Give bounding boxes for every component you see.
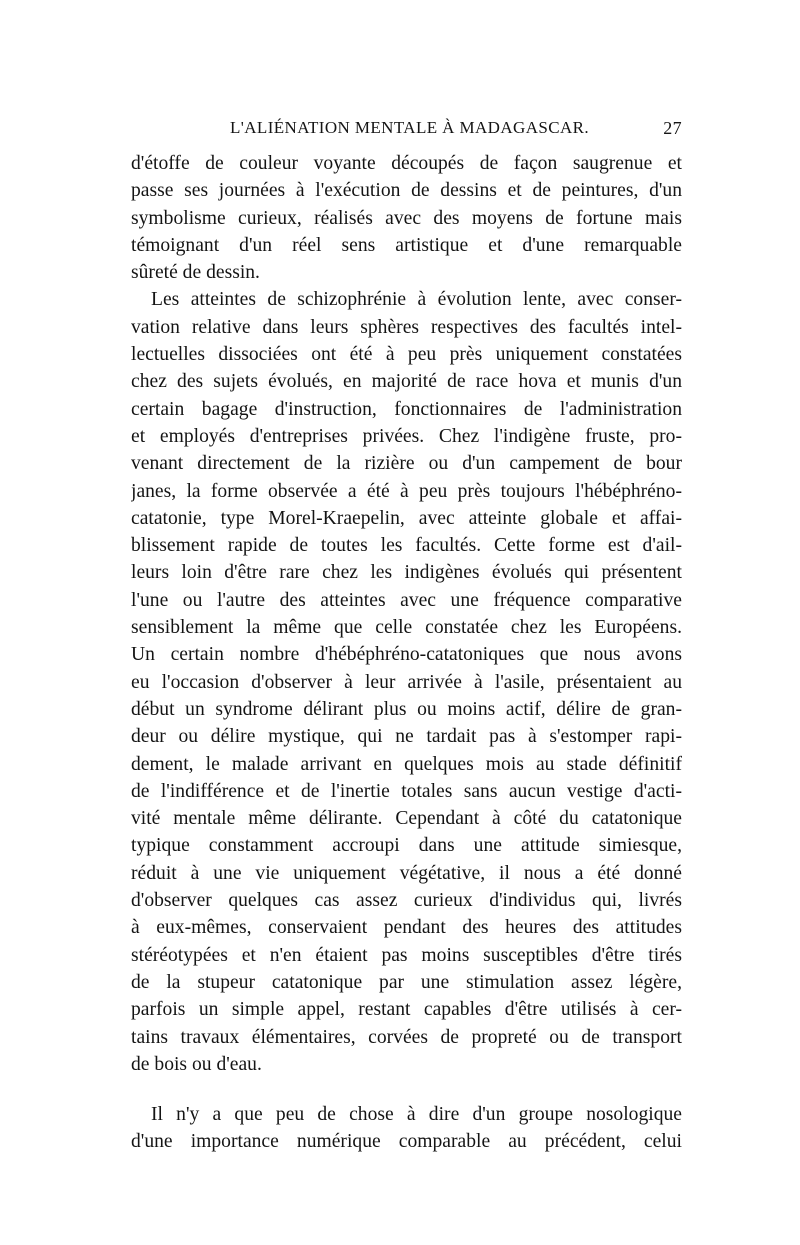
running-title: L'ALIÉNATION MENTALE À MADAGASCAR.	[230, 118, 590, 137]
text-line: vité mentale même délirante. Cependant à côté du catatonique	[131, 808, 682, 830]
text-line: catatonie, type Morel-Kraepelin, avec atteinte globale et affai-	[131, 507, 682, 529]
text-line: typique constamment accroupi dans une attitude simiesque,	[131, 835, 682, 857]
text-line: janes, la forme observée a été à peu près toujours l'hébéphréno-	[131, 480, 682, 502]
text-line: de la stupeur catatonique par une stimulation assez légère,	[131, 971, 682, 993]
text-line: eu l'occasion d'observer à leur arrivée à l'asile, présentaient au	[131, 671, 682, 693]
running-head	[130, 118, 682, 144]
text-line: certain bagage d'instruction, fonctionnaires de l'administration	[131, 398, 682, 420]
paragraph-gap	[131, 1078, 682, 1101]
text-line: tains travaux élémentaires, corvées de propreté ou de transport	[131, 1026, 682, 1048]
paragraph	[131, 1101, 682, 1156]
text-line: blissement rapide de toutes les facultés. Cette forme est d'ail-	[131, 535, 682, 557]
text-line: de bois ou d'eau.	[131, 1053, 262, 1075]
text-line: de l'indifférence et de l'inertie totales sans aucun vestige d'acti-	[131, 780, 682, 802]
text-line: lectuelles dissociées ont été à peu près uniquement constatées	[131, 344, 682, 366]
text-line: leurs loin d'être rare chez les indigènes évolués qui présentent	[131, 562, 682, 584]
page-number: 27	[663, 118, 682, 138]
paragraph	[131, 150, 682, 286]
text-line: réduit à une vie uniquement végétative, il nous a été donné	[131, 862, 682, 884]
text-line: d'observer quelques cas assez curieux d'individus qui, livrés	[131, 890, 682, 912]
text-line: deur ou délire mystique, qui ne tardait pas à s'estomper rapi-	[131, 726, 682, 748]
body-text	[131, 150, 682, 1156]
text-line: début un syndrome délirant plus ou moins actif, délire de gran-	[131, 698, 682, 720]
text-line: à eux-mêmes, conservaient pendant des heures des attitudes	[131, 917, 682, 939]
text-line: venant directement de la rizière ou d'un campement de bour	[131, 453, 682, 475]
text-line: parfois un simple appel, restant capables d'être utilisés à cer-	[131, 999, 682, 1021]
text-line: dement, le malade arrivant en quelques mois au stade définitif	[131, 753, 682, 775]
text-line: l'une ou l'autre des atteintes avec une fréquence comparative	[131, 589, 682, 611]
text-line: Il n'y a que peu de chose à dire d'un groupe nosologique	[151, 1104, 682, 1126]
text-line: vation relative dans leurs sphères respectives des facultés intel-	[131, 316, 682, 338]
text-line: d'étoffe de couleur voyante découpés de façon saugrenue et	[131, 153, 682, 174]
text-line: Un certain nombre d'hébéphréno-catatoniques que nous avons	[131, 644, 682, 666]
text-line: Les atteintes de schizophrénie à évolution lente, avec conser-	[151, 289, 682, 311]
paragraph	[131, 286, 682, 1078]
text-line: sûreté de dessin.	[131, 262, 260, 284]
text-line: stéréotypées et n'en étaient pas moins susceptibles d'être tirés	[131, 944, 682, 966]
text-line: symbolisme curieux, réalisés avec des moyens de fortune mais	[131, 207, 682, 229]
text-line: passe ses journées à l'exécution de dessins et de peintures, d'un	[131, 180, 682, 202]
text-line: et employés d'entreprises privées. Chez l'indigène fruste, pro-	[131, 425, 682, 447]
text-line: chez des sujets évolués, en majorité de race hova et munis d'un	[131, 371, 682, 393]
text-line: d'une importance numérique comparable au précédent, celui	[131, 1131, 682, 1153]
text-line: témoignant d'un réel sens artistique et d'une remarquable	[131, 234, 682, 256]
text-line: sensiblement la même que celle constatée chez les Européens.	[131, 617, 682, 639]
